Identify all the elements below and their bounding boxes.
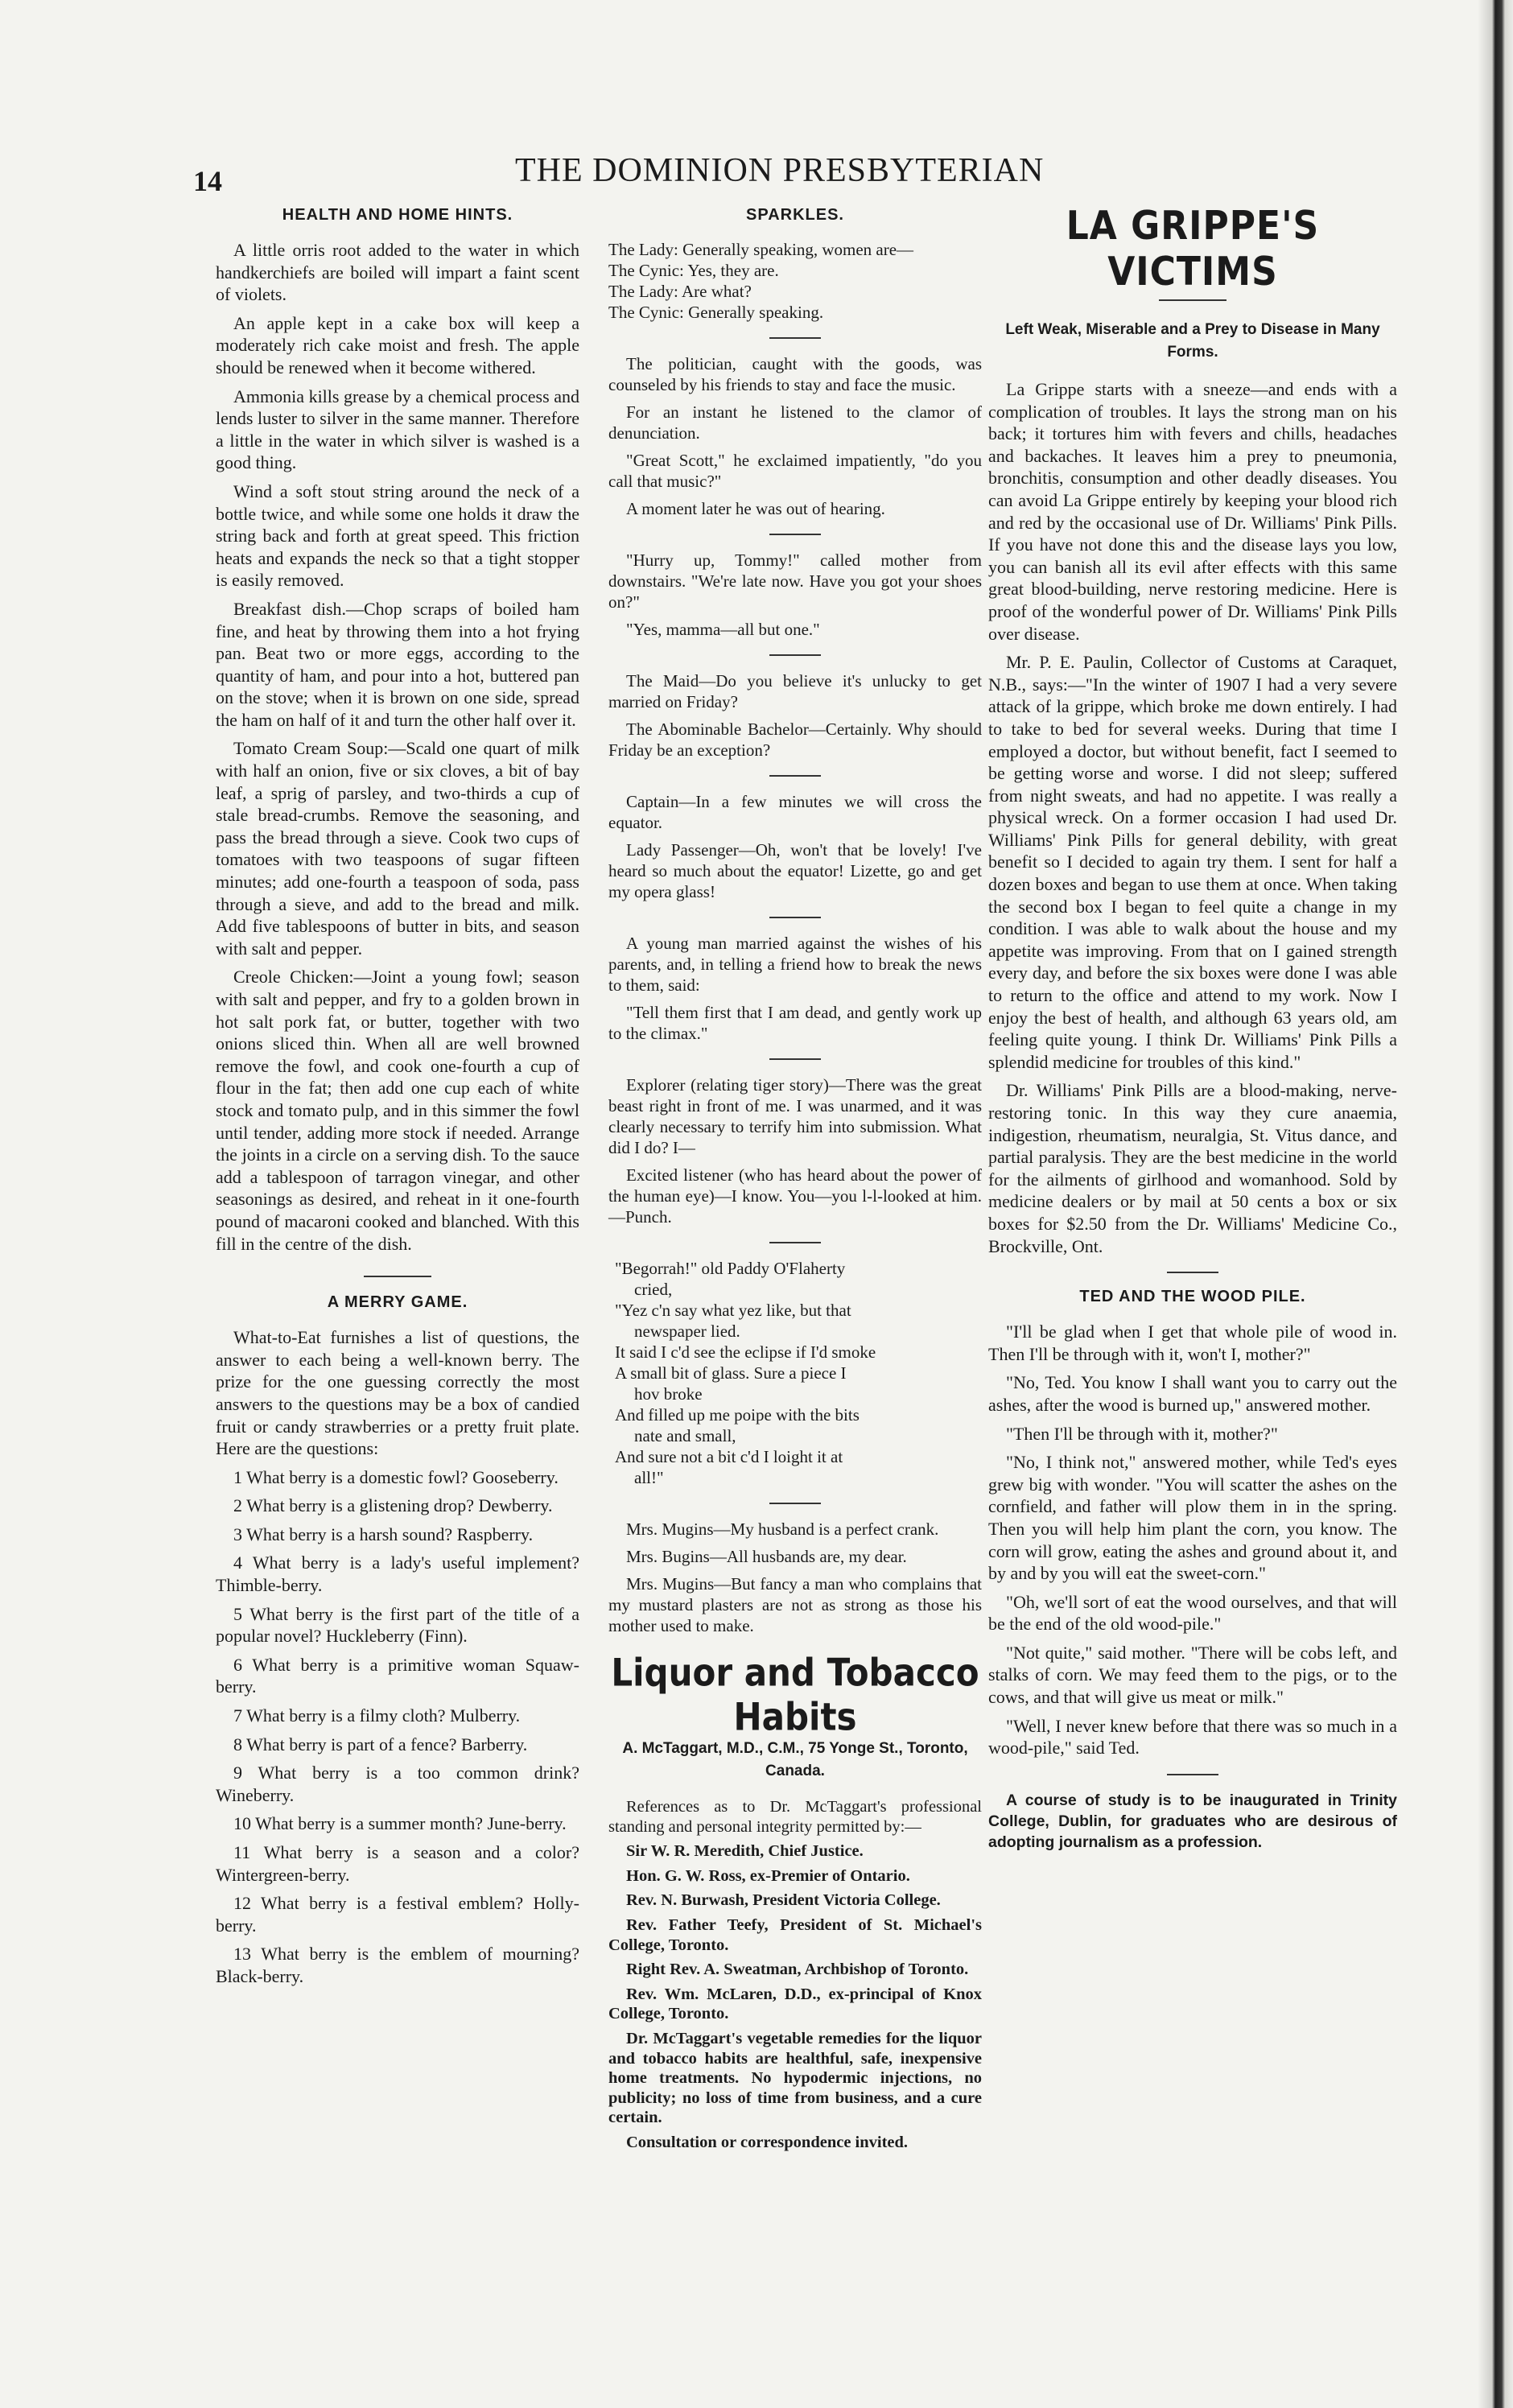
liquor-ad-closing: Consultation or correspondence invited. xyxy=(626,2133,909,2151)
health-paragraph: Ammonia kills grease by a chemical process and lends luster to silver in the same manner. Therefore a little in the water in which silver is washed is a good thing. xyxy=(216,386,579,473)
section-divider xyxy=(1167,1272,1218,1273)
section-divider xyxy=(769,534,821,535)
sparkles-lady-dialogue xyxy=(608,239,982,323)
reference-item: Right Rev. A. Sweatman, Archbishop of Toronto. xyxy=(626,1961,969,1979)
poem-line: "Yez c'n say what yez like, but that xyxy=(615,1301,851,1320)
list-item: 13 What berry is the emblem of mourning? Black-berry. xyxy=(216,1944,579,1986)
page-header xyxy=(193,151,1045,197)
trinity-notice-text: A course of study is to be inaugurated in Trinity College, Dublin, for graduates who are desirous of adopting journalism as a profession. xyxy=(988,1791,1397,1851)
list-item: 11 What berry is a season and a color? Wintergreen-berry. xyxy=(216,1842,579,1885)
section-divider xyxy=(769,917,821,918)
joke-paragraph: A young man married against the wishes of his parents, and, in telling a friend how to break the news to them, said: xyxy=(608,934,982,995)
joke-paragraph: Captain—In a few minutes we will cross the equator. xyxy=(608,792,982,832)
section-divider xyxy=(769,1242,821,1243)
column-right xyxy=(988,203,1397,1859)
health-paragraph: Breakfast dish.—Chop scraps of boiled ham fine, and heat by throwing them into a hot frying pan. Beat two or more eggs, according to the quantity of ham, and pour into a hot, buttered pan on the stove; when it is brown on one side, spread the ham on half of it and turn the other half over it. xyxy=(216,598,579,730)
sparkles-mugins xyxy=(608,1519,982,1636)
health-paragraph: A little orris root added to the water in which handkerchiefs are boiled will impart a faint scent of violets. xyxy=(216,240,579,305)
joke-paragraph: Excited listener (who has heard about the power of the human eye)—I know. You—you l-l-looked at him.—Punch. xyxy=(608,1165,982,1227)
joke-paragraph: Mrs. Mugins—But fancy a man who complains that my mustard plasters are not as strong as those his mother used to make. xyxy=(608,1574,982,1635)
merry-game-intro: What-to-Eat furnishes a list of questions, the answer to each being a well-known berry. The prize for the one guessing correctly the most answers to the questions may be a box of candied fruit or candy strawberries or a pretty fruit plate. Here are the questions: xyxy=(216,1327,579,1459)
ted-paragraph: "Not quite," said mother. "There will be cobs left, and stalks of corn. We may feed them to the pigs, or to the cows, and that will give us meat or milk." xyxy=(988,1642,1397,1708)
column-middle xyxy=(608,203,982,2158)
poem-line: And sure not a bit c'd I loight it at xyxy=(615,1447,843,1466)
joke-paragraph: For an instant he listened to the clamor of denunciation. xyxy=(608,402,982,443)
list-item: 5 What berry is the first part of the title of a popular novel? Huckleberry (Finn). xyxy=(216,1603,579,1647)
health-hints-title: HEALTH AND HOME HINTS. xyxy=(282,206,513,224)
grippe-paragraph: La Grippe starts with a sneeze—and ends with a complication of troubles. It lays the strong man on his back; it tortures him with fevers and chills, headaches and backaches. It leaves him a prey to pneumonia, bronchitis, consumption and other deadly diseases. You can avoid La Grippe entirely by keeping your blood rich and red by the occasional use of Dr. Williams' Pink Pills. If you have not done this and the disease lays you low, you can banish all its evil after effects with this same great blood-building, nerve restoring medicine. Here is proof of the wonderful power of Dr. Williams' Pink Pills over disease. xyxy=(988,379,1397,644)
section-divider xyxy=(1167,1774,1218,1775)
berry-questions-list xyxy=(216,1466,579,1988)
section-divider xyxy=(769,775,821,777)
liquor-ad-intro: References as to Dr. McTaggart's professional standing and personal integrity permitted by:— xyxy=(608,1798,982,1836)
joke-paragraph: "Hurry up, Tommy!" called mother from downstairs. "We're late now. Have you got your shoes on?" xyxy=(608,550,982,612)
sparkles-politician xyxy=(608,353,982,519)
column-left xyxy=(216,203,579,1994)
liquor-ad-body xyxy=(608,1797,982,2153)
la-grippe-subtitle: Left Weak, Miserable and a Prey to Disease in Many Forms. xyxy=(1005,321,1380,361)
sparkles-maid xyxy=(608,670,982,761)
ted-paragraph: "Well, I never knew before that there was so much in a wood-pile," said Ted. xyxy=(988,1715,1397,1759)
sparkles-title: SPARKLES. xyxy=(746,206,844,224)
list-item: 2 What berry is a glistening drop? Dewberry. xyxy=(233,1495,553,1516)
page-binding-edge xyxy=(1478,0,1513,2408)
reference-item: Rev. N. Burwash, President Victoria College. xyxy=(626,1891,941,1910)
sparkles-explorer xyxy=(608,1074,982,1227)
ted-paragraph: "No, I think not," answered mother, while Ted's eyes grew big with wonder. "You will scatter the ashes on the cornfield, and father will plow them in in the spring. Then you will help him plant the corn, you know. The corn will grow, eating the ashes and ground about it, and by and by you will eat the sweet-corn." xyxy=(988,1452,1397,1584)
list-item: 7 What berry is a filmy cloth? Mulberry. xyxy=(233,1705,521,1726)
joke-paragraph: Explorer (relating tiger story)—There was the great beast right in front of me. I was unarmed, and it was clearly necessary to terrify him into submission. What did I do? I— xyxy=(608,1075,982,1157)
poem-line: nate and small, xyxy=(634,1426,736,1445)
joke-paragraph: Mrs. Mugins—My husband is a perfect crank. xyxy=(626,1519,939,1539)
trinity-notice xyxy=(988,1790,1397,1853)
poem-line: hov broke xyxy=(634,1384,703,1404)
grippe-paragraph: Mr. P. E. Paulin, Collector of Customs at Caraquet, N.B., says:—"In the winter of 1907 I had a very severe attack of la grippe, which broke me down entirely. I had to take to bed for several weeks. During that time I employed a doctor, but without benefit, fact I seemed to be getting worse and worse. I did not sleep; suffered from night sweats, and had no appetite. I was really a physical wreck. On a former occasion I had used Dr. Williams' Pink Pills for general debility, with great benefit so I decided to again try them. I sent for half a dozen boxes and began to use them at once. When taking the second box I began to feel quite a change in my condition. I was able to walk about the house and my appetite was improving. From that on I gained strength every day, and before the six boxes were done I was able to return to the office and attend to my work. Now I enjoy the best of health, and although 63 years old, am feeling quite young. I think Dr. Williams' Pink Pills a splendid medicine for troubles of this kind." xyxy=(988,652,1397,1072)
reference-item: Hon. G. W. Ross, ex-Premier of Ontario. xyxy=(626,1866,910,1885)
reference-item: Rev. Wm. McLaren, D.D., ex-principal of Knox College, Toronto. xyxy=(608,1985,982,2023)
poem-line: "Begorrah!" old Paddy O'Flaherty xyxy=(615,1259,846,1278)
joke-paragraph: The Abominable Bachelor—Certainly. Why should Friday be an exception? xyxy=(608,720,982,760)
list-item: 12 What berry is a festival emblem? Holly-berry. xyxy=(216,1893,579,1936)
sparkles-tommy xyxy=(608,550,982,640)
list-item: 9 What berry is a too common drink? Wineberry. xyxy=(216,1763,579,1805)
grippe-paragraph: Dr. Williams' Pink Pills are a blood-making, nerve-restoring tonic. In this way they cure anaemia, indigestion, rheumatism, neuralgia, St. Vitus dance, and partial paralysis. They are the best medicine in the world for the ailments of girlhood and womanhood. Sold by medicine dealers or by mail at 50 cents a box or six boxes for $2.50 from the Dr. Williams' Medicine Co., Brockville, Ont. xyxy=(988,1080,1397,1256)
section-divider xyxy=(769,337,821,339)
merry-game-title: A MERRY GAME. xyxy=(327,1293,468,1312)
dialogue-line: The Cynic: Yes, they are. xyxy=(608,261,779,280)
health-paragraph: Wind a soft stout string around the neck of a bottle twice, and while some one holds it draw the string back and forth at great speed. This friction heats and expands the neck so that a tight stopper is easily removed. xyxy=(216,480,579,591)
reference-item: Sir W. R. Meredith, Chief Justice. xyxy=(626,1842,864,1861)
sparkles-young-man xyxy=(608,933,982,1044)
la-grippe-title: LA GRIPPE'S VICTIMS xyxy=(1066,203,1320,295)
ted-paragraph: "No, Ted. You know I shall want you to carry out the ashes, after the wood is burned up," answered mother. xyxy=(988,1372,1397,1415)
list-item: 4 What berry is a lady's useful implement? Thimble-berry. xyxy=(216,1552,579,1596)
section-divider xyxy=(769,1503,821,1504)
poem-line: It said I c'd see the eclipse if I'd smoke xyxy=(615,1342,876,1362)
list-item: 8 What berry is part of a fence? Barberry. xyxy=(233,1734,528,1754)
section-divider xyxy=(769,1058,821,1060)
health-paragraph: Tomato Cream Soup:—Scald one quart of milk with half an onion, five or six cloves, a bit of bay leaf, a sprig of parsley, and two-thirds a cup of stale bread-crumbs. Remove the seasoning, and pass the bread through a sieve. Cook two cups of tomatoes with two teaspoons of sugar fifteen minutes; add one-fourth a teaspoon of soda, pass through a sieve, and add to the bread and milk. Add five tablespoons of butter in bits, and season with salt and pepper. xyxy=(216,738,579,959)
section-divider xyxy=(364,1276,431,1277)
joke-paragraph: A moment later he was out of hearing. xyxy=(626,499,885,518)
ted-paragraph: "Then I'll be through with it, mother?" xyxy=(1006,1423,1278,1444)
joke-paragraph: "Yes, mamma—all but one." xyxy=(626,620,820,639)
joke-paragraph: Mrs. Bugins—All husbands are, my dear. xyxy=(626,1547,907,1566)
list-item: 1 What berry is a domestic fowl? Gooseberry. xyxy=(233,1466,559,1487)
reference-item: Rev. Father Teefy, President of St. Michael's College, Toronto. xyxy=(608,1915,982,1954)
ted-paragraph: "I'll be glad when I get that whole pile of wood in. Then I'll be through with it, won't I, mother?" xyxy=(988,1322,1397,1364)
health-paragraph: Creole Chicken:—Joint a young fowl; season with salt and pepper, and fry to a golden brown in hot salt pork fat, or butter, together with two onions sliced thin. When all are well browned remove the fowl, and cook one-fourth a cup of flour in the fat; then add one cup each of white stock and tomato pulp, and in this simmer the fowl until tender, adding more stock if needed. Arrange the joints in a circle on a serving dish. To the sauce add a tablespoon of tarragon vinegar, and other seasonings as desired, and reheat in it one-fourth pound of macaroni cooked and blanched. With this fill in the centre of the dish. xyxy=(216,967,579,1254)
sparkles-captain xyxy=(608,791,982,902)
joke-paragraph: Lady Passenger—Oh, won't that be lovely! I've heard so much about the equator! Lizette, go and get my opera glass! xyxy=(608,840,982,901)
liquor-ad-subtitle: A. McTaggart, M.D., C.M., 75 Yonge St., Toronto, Canada. xyxy=(622,1740,968,1779)
poem-line: newspaper lied. xyxy=(634,1322,740,1341)
poem-line: A small bit of glass. Sure a piece I xyxy=(615,1363,847,1383)
joke-paragraph: "Great Scott," he exclaimed impatiently, "do you call that music?" xyxy=(608,451,982,491)
joke-paragraph: "Tell them first that I am dead, and gently work up to the climax." xyxy=(608,1003,982,1043)
list-item: 10 What berry is a summer month? June-berry. xyxy=(233,1813,567,1834)
dialogue-line: The Cynic: Generally speaking. xyxy=(608,303,824,322)
list-item: 6 What berry is a primitive woman Squaw-berry. xyxy=(216,1654,579,1697)
poem-line: And filled up me poipe with the bits xyxy=(615,1405,860,1425)
health-paragraph: An apple kept in a cake box will keep a moderately rich cake moist and fresh. The apple should be renewed when it become withered. xyxy=(216,312,579,377)
masthead: THE DOMINION PRESBYTERIAN xyxy=(515,152,1045,189)
liquor-ad-title: Liquor and Tobacco Habits xyxy=(611,1651,979,1739)
liquor-ad-description: Dr. McTaggart's vegetable remedies for the liquor and tobacco habits are healthful, safe, inexpensive home treatments. No hypodermic injections, no publicity; no loss of time from business, and a cure certain. xyxy=(608,2029,982,2127)
poem-line: all!" xyxy=(634,1468,664,1487)
list-item: 3 What berry is a harsh sound? Raspberry. xyxy=(233,1524,534,1544)
joke-paragraph: The Maid—Do you believe it's unlucky to get married on Friday? xyxy=(608,671,982,711)
dialogue-line: The Lady: Are what? xyxy=(608,282,752,301)
section-divider xyxy=(1159,299,1226,301)
section-divider xyxy=(769,654,821,656)
dialogue-line: The Lady: Generally speaking, women are— xyxy=(608,240,914,259)
ted-wood-pile-title: TED AND THE WOOD PILE. xyxy=(1079,1288,1306,1306)
sparkles-poem xyxy=(615,1258,982,1488)
poem-line: cried, xyxy=(634,1280,673,1299)
joke-paragraph: The politician, caught with the goods, was counseled by his friends to stay and face the music. xyxy=(608,354,982,394)
page-number: 14 xyxy=(193,165,222,197)
ted-paragraph: "Oh, we'll sort of eat the wood ourselves, and that will be the end of the old wood-pile." xyxy=(988,1591,1397,1635)
